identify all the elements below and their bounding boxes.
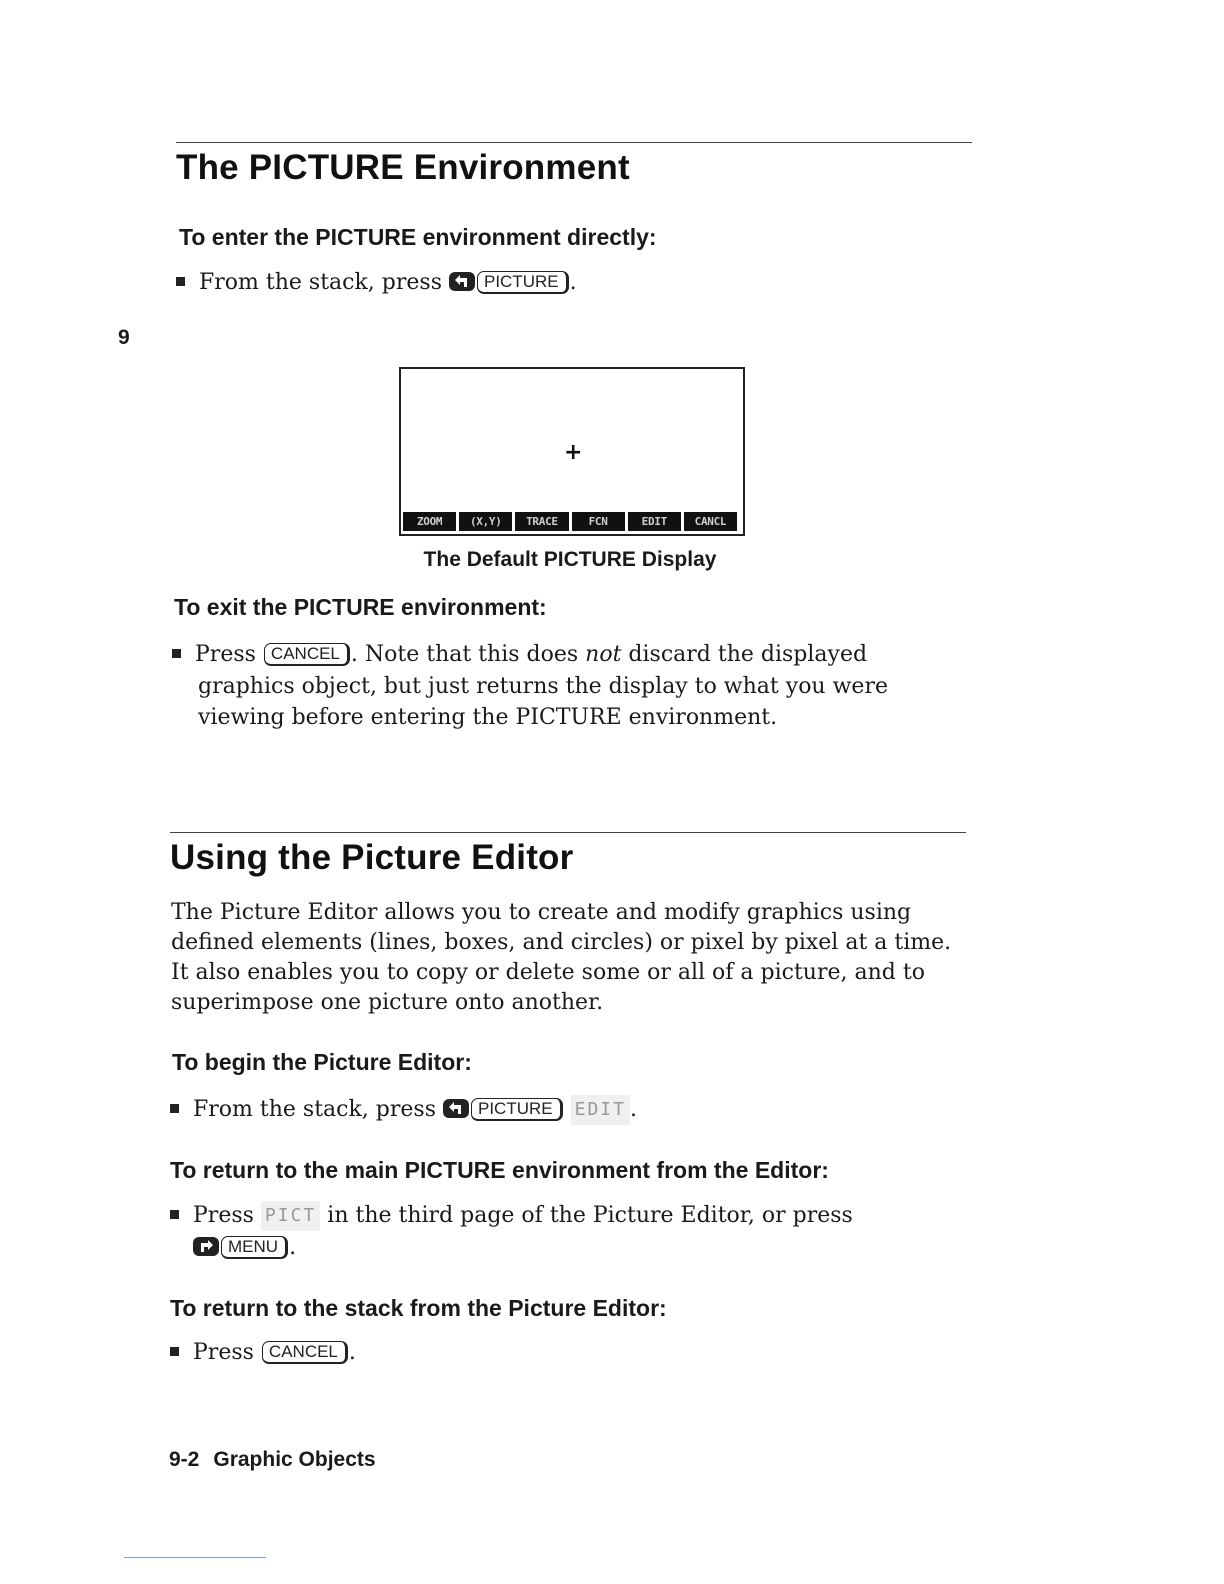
subheading-begin: To begin the Picture Editor:	[172, 1049, 472, 1075]
intro-line-4: superimpose one picture onto another.	[171, 990, 604, 1015]
edit-softkey: EDIT	[571, 1095, 630, 1125]
bullet-icon	[170, 1210, 179, 1219]
bullet-icon	[176, 277, 185, 286]
left-shift-key-icon	[449, 272, 475, 291]
footer-page-number: 9-2	[169, 1448, 200, 1471]
step-begin: From the stack, press PICTURE EDIT .	[170, 1095, 637, 1125]
section-title: The PICTURE Environment	[176, 148, 630, 187]
step-exit: Press CANCEL . Note that this does not discard the displayed	[172, 640, 867, 670]
footer-chapter-title: Graphic Objects	[213, 1448, 376, 1471]
subheading-return-stack: To return to the stack from the Picture Editor:	[170, 1295, 667, 1321]
picture-display	[399, 367, 745, 536]
subheading-exit: To exit the PICTURE environment:	[174, 594, 547, 620]
intro-line-3: It also enables you to copy or delete some or all of a picture, and to	[171, 960, 925, 985]
subheading-return-main: To return to the main PICTURE environment from the Editor:	[170, 1157, 829, 1183]
menu-label-fcn: FCN	[572, 512, 625, 531]
cancel-key: CANCEL	[264, 643, 350, 666]
step-return-stack: Press CANCEL .	[170, 1338, 356, 1368]
picture-key: PICTURE	[477, 271, 569, 294]
crosshair-cursor: +	[564, 440, 583, 465]
step-enter: From the stack, press PICTURE .	[176, 268, 577, 298]
intro-line-2: defined elements (lines, boxes, and circles) or pixel by pixel at a time.	[171, 930, 952, 955]
menu-label-edit: EDIT	[628, 512, 681, 531]
page-footer	[169, 1448, 376, 1472]
section-title: Using the Picture Editor	[170, 838, 574, 877]
menu-label-trace: TRACE	[515, 512, 568, 531]
section-rule	[176, 142, 972, 143]
picture-key: PICTURE	[471, 1098, 563, 1121]
figure-caption: The Default PICTURE Display	[423, 548, 717, 571]
menu-label-xy: (X,Y)	[459, 512, 512, 531]
intro-line-1: The Picture Editor allows you to create and modify graphics using	[171, 900, 912, 925]
softkey-menu-bar	[403, 512, 737, 531]
menu-label-zoom: ZOOM	[403, 512, 456, 531]
left-shift-key-icon	[443, 1099, 469, 1118]
bullet-icon	[170, 1347, 179, 1356]
footer-underline	[124, 1557, 266, 1558]
chapter-tab-number: 9	[118, 326, 130, 349]
menu-key: MENU	[221, 1236, 288, 1259]
pict-softkey: PICT	[261, 1201, 320, 1231]
right-shift-key-icon	[193, 1237, 219, 1256]
step-return-main: Press PICT in the third page of the Picture Editor, or press	[170, 1201, 853, 1231]
cancel-key: CANCEL	[262, 1341, 348, 1364]
step-exit-line2: graphics object, but just returns the display to what you were	[198, 674, 888, 699]
section-rule	[170, 832, 966, 833]
bullet-icon	[170, 1104, 179, 1113]
bullet-icon	[172, 649, 181, 658]
subheading-enter: To enter the PICTURE environment directly:	[179, 224, 657, 250]
step-return-main-line2: MENU .	[193, 1233, 296, 1263]
step-exit-line3: viewing before entering the PICTURE environment.	[198, 705, 778, 730]
menu-label-cancl: CANCL	[684, 512, 737, 531]
